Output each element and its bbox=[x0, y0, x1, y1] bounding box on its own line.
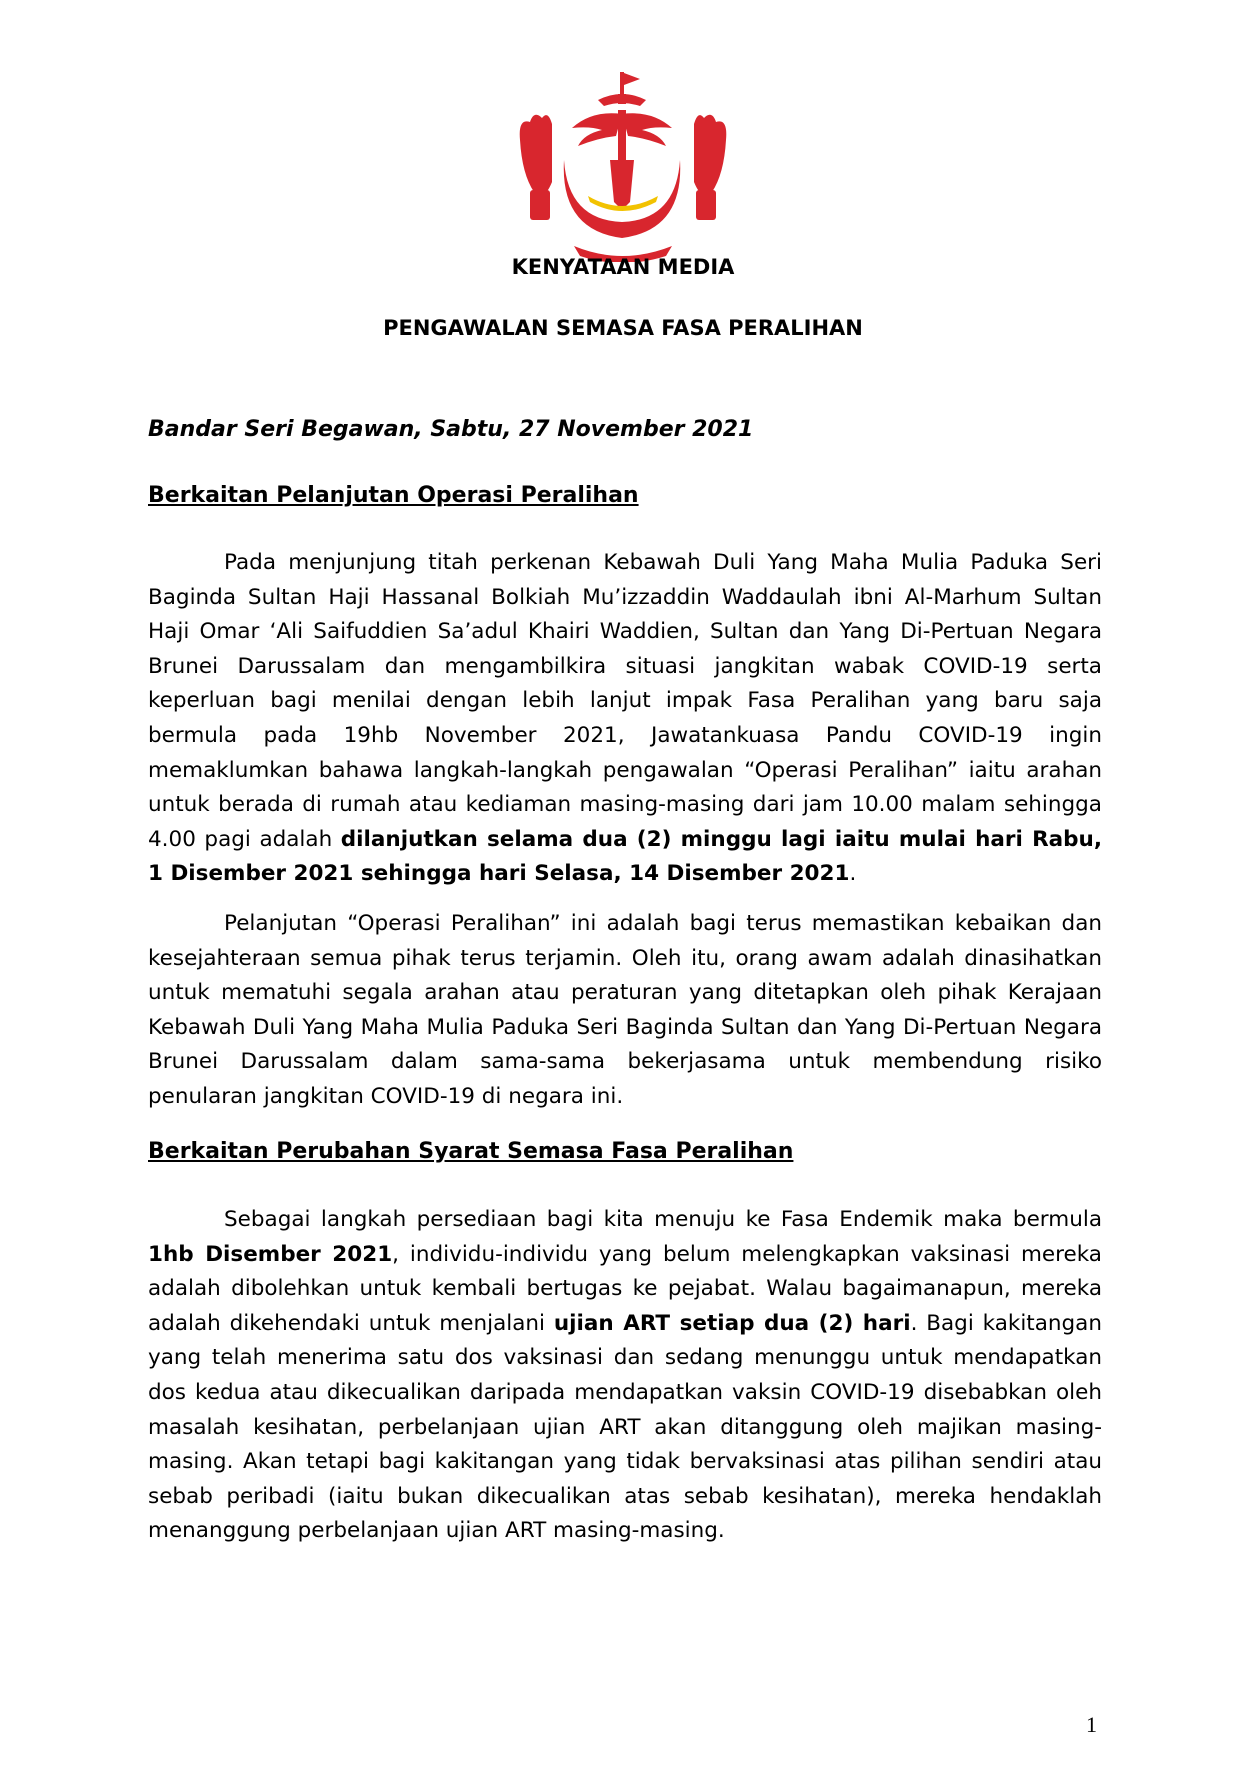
paragraph-bold-text: ujian ART setiap dua (2) hari bbox=[553, 1310, 911, 1336]
paragraph-bold-text: dilanjutkan selama dua (2) minggu lagi iaitu mulai hari Rabu, 1 Disember 2021 sehingga hari Selasa, 14 Disember 2021 bbox=[148, 826, 1102, 887]
paragraph-text: , individu-individu yang belum melengkapkan vaksinasi mereka adalah dibolehkan untuk kembali bertugas ke pejabat. Walau bagaimanapun, mereka adalah dikehendaki untuk menjalani bbox=[148, 1241, 1102, 1336]
dateline: Bandar Seri Begawan, Sabtu, 27 November 2021 bbox=[148, 417, 754, 442]
document-subtitle: PENGAWALAN SEMASA FASA PERALIHAN bbox=[383, 316, 863, 340]
section-heading: Berkaitan Perubahan Syarat Semasa Fasa Peralihan bbox=[148, 1139, 794, 1164]
paragraph-text: . Bagi kakitangan yang telah menerima satu dos vaksinasi dan sedang menunggu untuk mendapatkan dos kedua atau dikecualikan daripada mendapatkan vaksin COVID-19 disebabkan oleh masalah kesihatan, perbelanjaan ujian ART akan ditanggung oleh majikan masing-masing. Akan tetapi bagi kakitangan yang tidak bervaksinasi atas pilihan sendiri atau sebab peribadi (iaitu bukan dikecualikan atas sebab kesihatan), mereka hendaklah menanggung perbelanjaan ujian ART masing-masing. bbox=[148, 1310, 1102, 1544]
paragraph-text: Sebagai langkah persediaan bagi kita menuju ke Fasa Endemik maka bermula bbox=[224, 1207, 1102, 1232]
paragraph-text: Pelanjutan “Operasi Peralihan” ini adalah bagi terus memastikan kebaikan dan kesejahteraan semua pihak terus terjamin. Oleh itu, orang awam adalah dinasihatkan untuk mematuhi segala arahan atau peraturan yang ditetapkan oleh pihak Kerajaan Kebawah Duli Yang Maha Mulia Paduka Seri Baginda Sultan dan Yang Di-Pertuan Negara Brunei Darussalam dalam sama-sama bekerjasama untuk membendung risiko penularan jangkitan COVID-19 di negara ini. bbox=[148, 911, 1102, 1109]
paragraph-bold-text: 1hb Disember 2021 bbox=[148, 1241, 393, 1267]
page-number: 1 bbox=[1086, 1712, 1097, 1737]
paragraph bbox=[148, 907, 1102, 1115]
paragraph bbox=[148, 1203, 1102, 1549]
paragraph-text: . bbox=[849, 861, 857, 887]
brunei-state-emblem-icon bbox=[512, 70, 734, 262]
paragraph-text: Pada menjunjung titah perkenan Kebawah Duli Yang Maha Mulia Paduka Seri Baginda Sultan Haji Hassanal Bolkiah Mu’izzaddin Waddaulah ibni Al-Marhum Sultan Haji Omar ‘Ali Saifuddien Sa’adul Khairi Waddien, Sultan dan Yang Di-Pertuan Negara Brunei Darussalam dan mengambilkira situasi jangkitan wabak COVID-19 serta keperluan bagi menilai dengan lebih lanjut impak Fasa Peralihan yang baru saja bermula pada 19hb November 2021, Jawatankuasa Pandu COVID-19 ingin memaklumkan bahawa langkah-langkah pengawalan “Operasi Peralihan” iaitu arahan untuk berada di rumah atau kediaman masing-masing dari jam 10.00 malam sehingga 4.00 pagi adalah bbox=[148, 550, 1102, 852]
document-title: KENYATAAN MEDIA bbox=[511, 255, 735, 279]
paragraph bbox=[148, 546, 1102, 892]
section-heading: Berkaitan Pelanjutan Operasi Peralihan bbox=[148, 483, 639, 508]
